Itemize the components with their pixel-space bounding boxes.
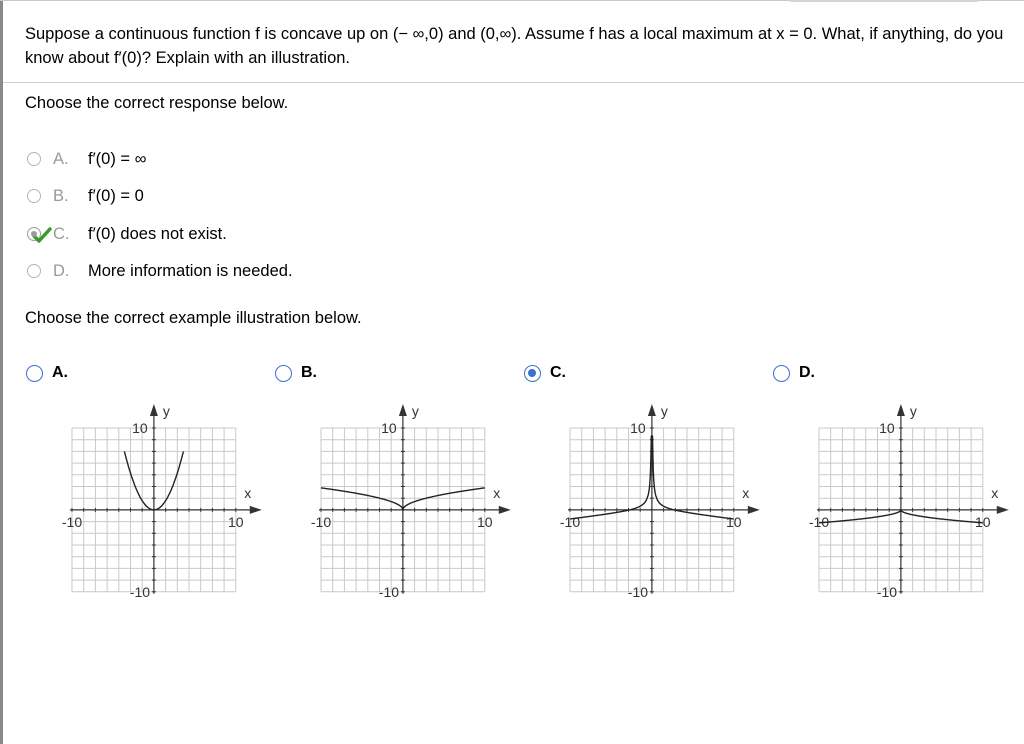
part2-prompt: Choose the correct example illustration below. bbox=[25, 309, 362, 327]
choice-b[interactable] bbox=[27, 184, 144, 208]
y-max-label: 10 bbox=[879, 420, 895, 436]
question-text: Suppose a continuous function f is concave up on (− ∞,0) and (0,∞). Assume f has a local maximum at x = 0. What, if anything, do you know about f′(0)? Explain with an illustration. bbox=[25, 25, 1004, 67]
graph-a-letter: A. bbox=[52, 364, 68, 381]
part1-prompt: Choose the correct response below. bbox=[25, 94, 289, 112]
y-axis-label: y bbox=[660, 403, 668, 419]
x-max-label: 10 bbox=[477, 513, 493, 530]
x-min-label: -10 bbox=[310, 513, 332, 530]
y-axis-arrow bbox=[897, 404, 905, 416]
choice-a-radio[interactable] bbox=[27, 152, 41, 166]
graph-d-plot bbox=[773, 398, 1023, 614]
graph-b-letter: B. bbox=[301, 364, 317, 381]
choice-c[interactable] bbox=[27, 222, 227, 246]
graph-a-plot bbox=[26, 398, 276, 614]
graph-a-radio[interactable] bbox=[26, 365, 43, 382]
top-tab-edge bbox=[790, 0, 978, 2]
y-axis-arrow bbox=[399, 404, 407, 416]
y-axis-label: y bbox=[411, 403, 419, 419]
choice-d-radio[interactable] bbox=[27, 264, 41, 278]
x-axis-arrow bbox=[997, 506, 1009, 514]
choice-b-letter: B. bbox=[53, 186, 69, 205]
question-divider bbox=[3, 82, 1024, 83]
y-axis-arrow bbox=[150, 404, 158, 416]
graph-c-letter: C. bbox=[550, 364, 566, 381]
choice-c-radio[interactable] bbox=[27, 227, 41, 241]
x-max-label: 10 bbox=[726, 513, 742, 530]
y-min-label: -10 bbox=[378, 583, 400, 600]
x-axis-arrow bbox=[250, 506, 262, 514]
choice-d-letter: D. bbox=[53, 261, 70, 280]
graph-d-radio[interactable] bbox=[773, 365, 790, 382]
choice-d-text: More information is needed. bbox=[88, 261, 293, 280]
y-min-label: -10 bbox=[129, 583, 151, 600]
choice-c-letter: C. bbox=[53, 224, 70, 243]
graph-option-b[interactable] bbox=[275, 364, 525, 614]
y-max-label: 10 bbox=[381, 420, 397, 436]
graph-b-radio[interactable] bbox=[275, 365, 292, 382]
x-max-label: 10 bbox=[228, 513, 244, 530]
y-axis-arrow bbox=[648, 404, 656, 416]
x-axis-label: x bbox=[991, 484, 999, 501]
graph-d-letter: D. bbox=[799, 364, 815, 381]
choice-a[interactable] bbox=[27, 147, 146, 171]
x-axis-arrow bbox=[748, 506, 760, 514]
x-axis-label: x bbox=[244, 484, 252, 501]
graph-option-a[interactable] bbox=[26, 364, 276, 614]
y-min-label: -10 bbox=[876, 583, 898, 600]
choice-c-text: f′(0) does not exist. bbox=[88, 224, 227, 243]
graph-c-plot bbox=[524, 398, 774, 614]
graph-c-radio[interactable] bbox=[524, 365, 541, 382]
y-min-label: -10 bbox=[627, 583, 649, 600]
x-max-label: 10 bbox=[975, 513, 991, 530]
x-min-label: -10 bbox=[559, 513, 581, 530]
graph-b-plot bbox=[275, 398, 525, 614]
x-axis-arrow bbox=[499, 506, 511, 514]
choice-a-letter: A. bbox=[53, 149, 69, 168]
x-min-label: -10 bbox=[61, 513, 83, 530]
choice-d[interactable] bbox=[27, 259, 293, 283]
correct-check-icon bbox=[32, 227, 52, 245]
y-max-label: 10 bbox=[132, 420, 148, 436]
graph-option-c[interactable] bbox=[524, 364, 774, 614]
x-min-label: -10 bbox=[808, 513, 830, 530]
y-max-label: 10 bbox=[630, 420, 646, 436]
choice-b-text: f′(0) = 0 bbox=[88, 186, 144, 205]
x-axis-label: x bbox=[493, 484, 501, 501]
x-axis-label: x bbox=[742, 484, 750, 501]
graph-option-d[interactable] bbox=[773, 364, 1023, 614]
y-axis-label: y bbox=[162, 403, 170, 419]
choice-a-text: f′(0) = ∞ bbox=[88, 149, 147, 168]
y-axis-label: y bbox=[909, 403, 917, 419]
choice-b-radio[interactable] bbox=[27, 189, 41, 203]
left-border bbox=[0, 0, 3, 744]
